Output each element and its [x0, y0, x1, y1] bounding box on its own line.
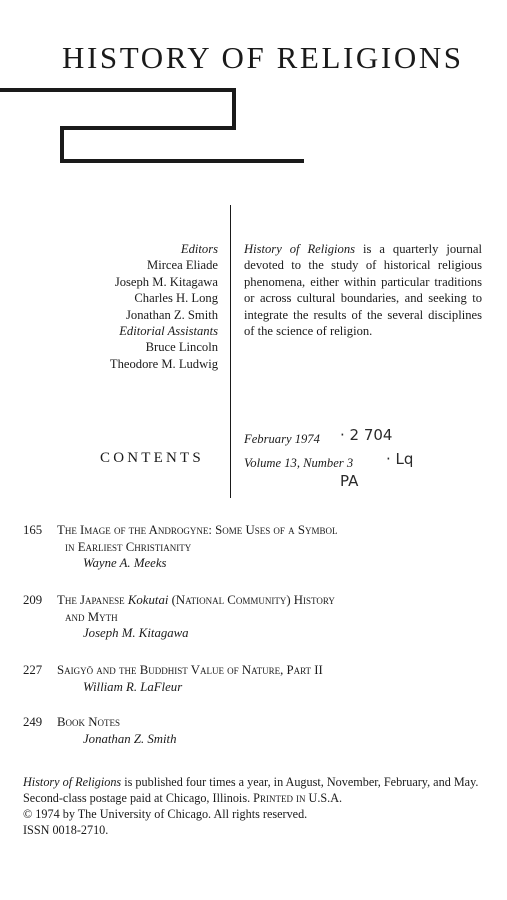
- assistants-label: Editorial Assistants: [119, 324, 218, 339]
- article-title: The Image of the Androgyne: Some Uses of a Symbol: [57, 523, 338, 537]
- publication-copyright: © 1974 by The University of Chicago. All rights reserved.: [23, 807, 308, 821]
- handwritten-annotation: · Lq: [386, 450, 414, 468]
- contents-label: CONTENTS: [100, 450, 204, 466]
- publication-printed: Printed in U.S.A.: [253, 791, 343, 805]
- decorative-bar-bottom: [60, 159, 304, 163]
- handwritten-annotation: PA: [340, 472, 359, 490]
- decorative-bar-right: [232, 88, 236, 130]
- article-page: 209: [23, 593, 43, 607]
- description-text: is a quarterly journal devoted to the study of historical religious phenomena, either within particular traditions or across cultural boundaries, and seeking to integrate the results of the several disciplines of the science of religion.: [244, 242, 482, 339]
- issue-volume: Volume 13, Number 3: [244, 456, 354, 470]
- masthead: [70, 241, 218, 372]
- publication-journal-name: History of Religions: [23, 775, 122, 789]
- article-author: Joseph M. Kitagawa: [83, 626, 189, 640]
- article-page: 249: [23, 715, 43, 729]
- editor-name: Jonathan Z. Smith: [126, 307, 218, 322]
- article-title-continued: in Earliest Christianity: [65, 539, 192, 554]
- publication-frequency: [23, 774, 489, 790]
- decorative-bar-top: [0, 88, 236, 92]
- journal-description: [244, 241, 482, 339]
- article-author: Wayne A. Meeks: [83, 556, 167, 570]
- article-page: 227: [23, 663, 43, 677]
- handwritten-annotation: · 2 704: [340, 426, 393, 444]
- article-title-italic: Kokutai: [127, 593, 169, 607]
- publication-postage: [23, 790, 489, 806]
- decorative-bar-mid: [60, 126, 236, 130]
- article-title: Book Notes: [57, 715, 120, 729]
- article-title: [57, 592, 497, 609]
- journal-title: HISTORY OF RELIGIONS: [62, 40, 464, 75]
- article-title-part: The Japanese: [57, 593, 128, 607]
- article-title: Saigyō and the Buddhist Value of Nature, Part II: [57, 663, 323, 677]
- article-author: Jonathan Z. Smith: [83, 731, 177, 746]
- article-title-continued: and Myth: [65, 609, 118, 624]
- publication-frequency-text: is published four times a year, in August, November, February, and May.: [121, 775, 479, 789]
- article-author: William R. LaFleur: [83, 679, 183, 694]
- editor-name: Charles H. Long: [134, 291, 218, 306]
- decorative-bar-left: [60, 126, 64, 163]
- issue-date: February 1974: [244, 432, 320, 446]
- article-title-part: (National Community) History: [168, 593, 335, 607]
- publication-issn: ISSN 0018-2710.: [23, 823, 109, 837]
- article-page: 165: [23, 523, 43, 537]
- issue-info: [244, 427, 353, 475]
- editor-name: Mircea Eliade: [147, 258, 218, 273]
- description-journal-name: History of Religions: [244, 242, 356, 256]
- column-divider: [230, 205, 231, 498]
- publication-postage-text: Second-class postage paid at Chicago, Illinois.: [23, 791, 254, 805]
- editor-name: Joseph M. Kitagawa: [114, 274, 218, 289]
- assistant-name: Theodore M. Ludwig: [109, 356, 218, 371]
- editors-label: Editors: [180, 242, 218, 256]
- publication-info: [23, 774, 489, 838]
- assistant-name: Bruce Lincoln: [145, 340, 218, 355]
